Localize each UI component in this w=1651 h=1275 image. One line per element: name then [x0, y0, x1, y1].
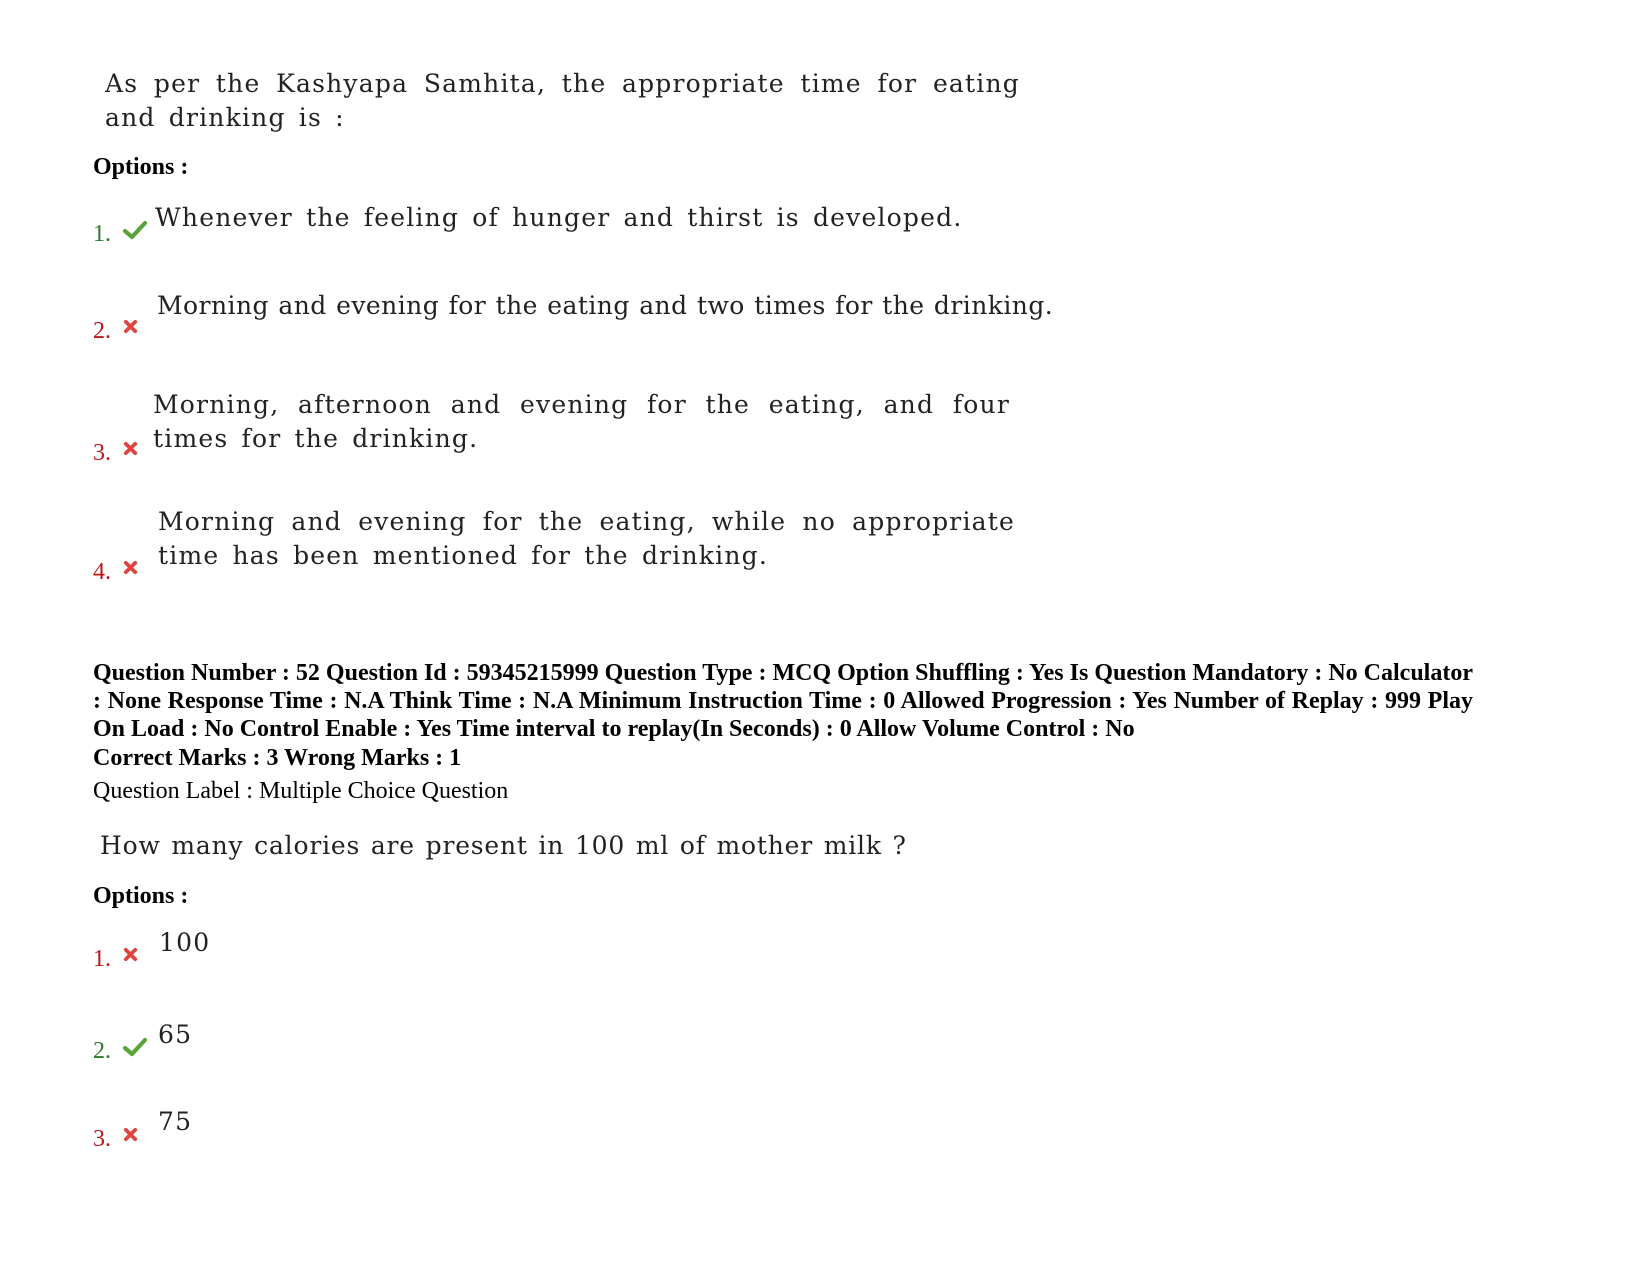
option-number	[93, 946, 138, 973]
option-number-text: 1.	[93, 946, 111, 972]
cross-icon	[123, 947, 138, 962]
cross-icon	[123, 560, 138, 575]
cross-icon	[123, 1127, 138, 1142]
options-label: Options :	[93, 883, 189, 909]
option-number	[93, 559, 138, 586]
question-52-text: How many calories are present in 100 ml of mother milk ?	[100, 831, 907, 860]
option-number	[93, 318, 138, 345]
cross-icon	[123, 319, 138, 334]
marks-info: Correct Marks : 3 Wrong Marks : 1	[93, 745, 462, 771]
question-51-text: As per the Kashyapa Samhita, the appropriate time for eating and drinking is :	[105, 69, 1020, 132]
question-label: Question Label : Multiple Choice Question	[93, 778, 509, 804]
option-text: 100	[159, 928, 211, 957]
option-number-text: 1.	[93, 221, 111, 247]
question-metadata: Question Number : 52 Question Id : 59345215999 Question Type : MCQ Option Shuffling : Yes Is Question Mandatory : No Calculator : None Response Time : N.A Think Time : N.A Minimum Instruction Time : 0 Allowed Progression : Yes Number of Replay : 999 Play On Load : No Control Enable : Yes Time interval to replay(In Seconds) : 0 Allow Volume Control : No	[93, 660, 1473, 742]
option-number-text: 3.	[93, 440, 111, 466]
cross-icon	[123, 441, 138, 456]
option-number-text: 4.	[93, 559, 111, 585]
option-number-text: 2.	[93, 318, 111, 344]
option-number	[93, 221, 147, 248]
option-text: Whenever the feeling of hunger and thirst is developed.	[155, 203, 963, 232]
option-number	[93, 1126, 138, 1153]
option-number-text: 2.	[93, 1038, 111, 1064]
options-label: Options :	[93, 154, 189, 180]
option-text: Morning and evening for the eating and two times for the drinking.	[157, 291, 1054, 320]
option-text: 65	[158, 1020, 193, 1049]
option-text: Morning, afternoon and evening for the eating, and four times for the drinking.	[153, 390, 1010, 453]
check-icon	[123, 220, 147, 240]
option-text: 75	[158, 1107, 193, 1136]
check-icon	[123, 1037, 147, 1057]
option-number	[93, 440, 138, 467]
option-text: Morning and evening for the eating, while no appropriate time has been mentioned for the drinking.	[158, 507, 1015, 570]
option-number-text: 3.	[93, 1126, 111, 1152]
option-number	[93, 1038, 147, 1065]
